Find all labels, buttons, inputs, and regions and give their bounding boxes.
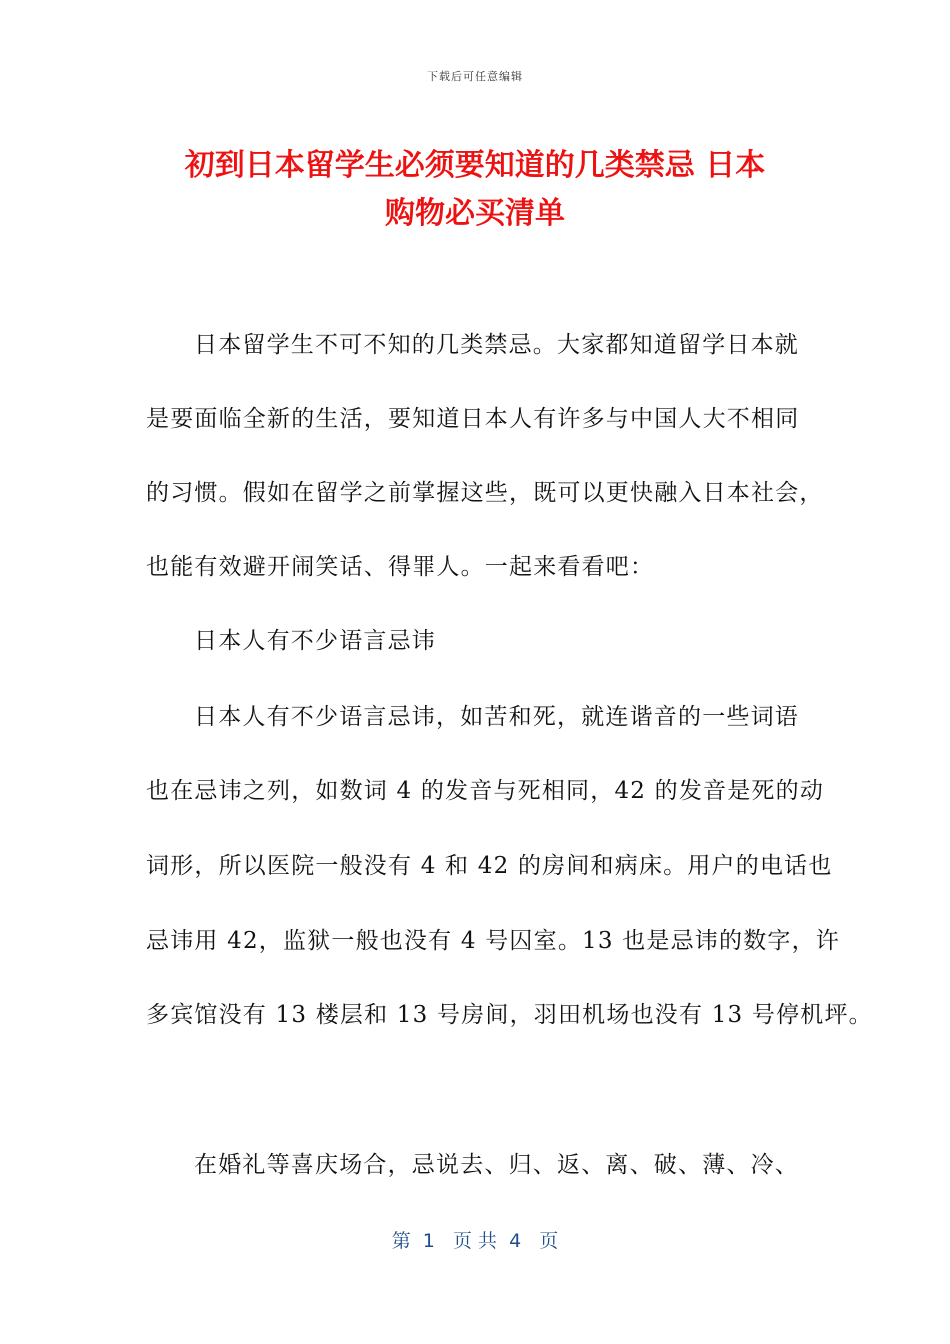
paragraph-line: 在婚礼等喜庆场合，忌说去、归、返、离、破、薄、冷、 — [194, 1152, 799, 1178]
paragraph-line: 词形，所以医院一般没有 4 和 42 的房间和病床。用户的电话也 — [146, 853, 833, 879]
title-line-2: 购物必买清单 — [385, 196, 565, 231]
header-note: 下载后可任意编辑 — [427, 70, 523, 83]
document-title — [140, 142, 810, 238]
paragraph-line: 日本留学生不可不知的几类禁忌。大家都知道留学日本就 — [194, 332, 799, 358]
paragraph-line: 日本人有不少语言忌讳，如苦和死，就连谐音的一些词语 — [194, 704, 799, 730]
paragraph-line: 是要面临全新的生活，要知道日本人有许多与中国人大不相同 — [146, 406, 800, 432]
paragraph-line: 也能有效避开闹笑话、得罪人。一起来看看吧： — [146, 554, 655, 580]
paragraph-line: 忌讳用 42，监狱一般也没有 4 号囚室。13 也是忌讳的数字，许 — [146, 928, 841, 954]
title-line-1: 初到日本留学生必须要知道的几类禁忌 日本 — [184, 148, 766, 183]
paragraph-line: 的习惯。假如在留学之前掌握这些，既可以更快融入日本社会， — [146, 480, 824, 506]
paragraph-line: 多宾馆没有 13 楼层和 13 号房间，羽田机场也没有 13 号停机坪。 — [146, 1002, 873, 1028]
section-heading: 日本人有不少语言忌讳 — [194, 628, 436, 654]
page-number: 第 1 页 共 4 页 — [391, 1230, 559, 1252]
paragraph-line: 也在忌讳之列，如数词 4 的发音与死相同，42 的发音是死的动 — [146, 778, 825, 804]
